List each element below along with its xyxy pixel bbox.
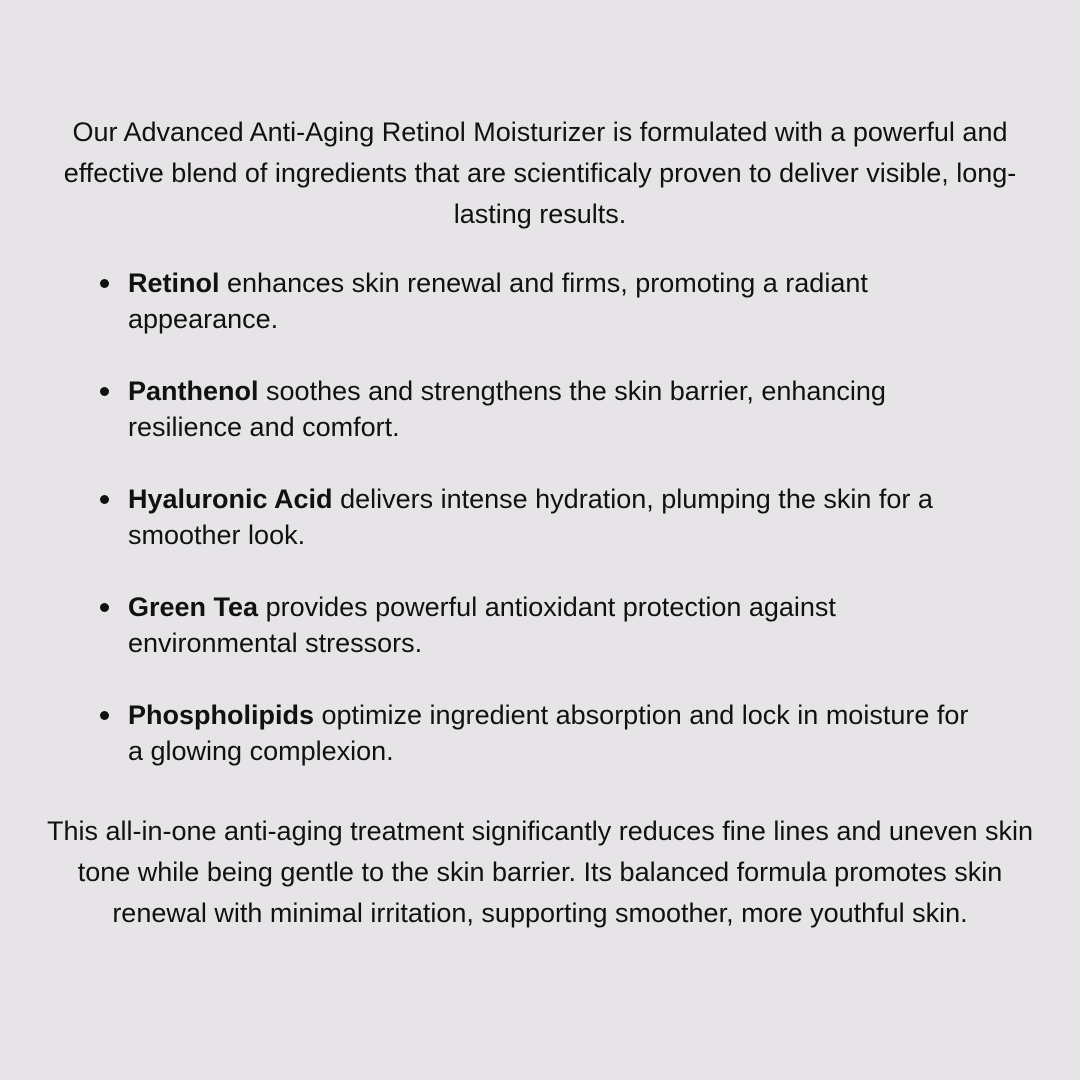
ingredient-item-hyaluronic-acid (100, 481, 990, 553)
ingredient-name: Green Tea (128, 592, 259, 622)
ingredient-name: Panthenol (128, 376, 259, 406)
ingredient-item-panthenol (100, 373, 990, 445)
ingredient-item-green-tea (100, 589, 990, 661)
bullet-icon (100, 603, 109, 612)
ingredient-description: delivers intense hydration, plumping the skin for a smoother look. (128, 484, 933, 550)
ingredient-name: Hyaluronic Acid (128, 484, 333, 514)
ingredient-description: optimize ingredient absorption and lock in moisture for a glowing complexion. (128, 700, 969, 766)
ingredient-description: provides powerful antioxidant protection against environmental stressors. (128, 592, 836, 658)
ingredient-name: Phospholipids (128, 700, 314, 730)
closing-paragraph: This all-in-one anti-aging treatment significantly reduces fine lines and uneven skin tone while being gentle to the skin barrier. Its balanced formula promotes skin renewal with minimal irritation, supporting smoother, more youthful skin. (46, 816, 1034, 928)
bullet-icon (100, 387, 109, 396)
ingredient-list (100, 265, 990, 805)
intro-paragraph: Our Advanced Anti-Aging Retinol Moisturizer is formulated with a powerful and effective blend of ingredients that are scientificaly proven to deliver visible, long-lasting results. (63, 117, 1017, 229)
ingredient-item-phospholipids (100, 697, 990, 769)
bullet-icon (100, 711, 109, 720)
bullet-icon (100, 495, 109, 504)
ingredient-description: soothes and strengthens the skin barrier, enhancing resilience and comfort. (128, 376, 886, 442)
bullet-icon (100, 279, 109, 288)
ingredient-item-retinol (100, 265, 990, 337)
ingredient-name: Retinol (128, 268, 220, 298)
ingredient-description: enhances skin renewal and firms, promoting a radiant appearance. (128, 268, 868, 334)
